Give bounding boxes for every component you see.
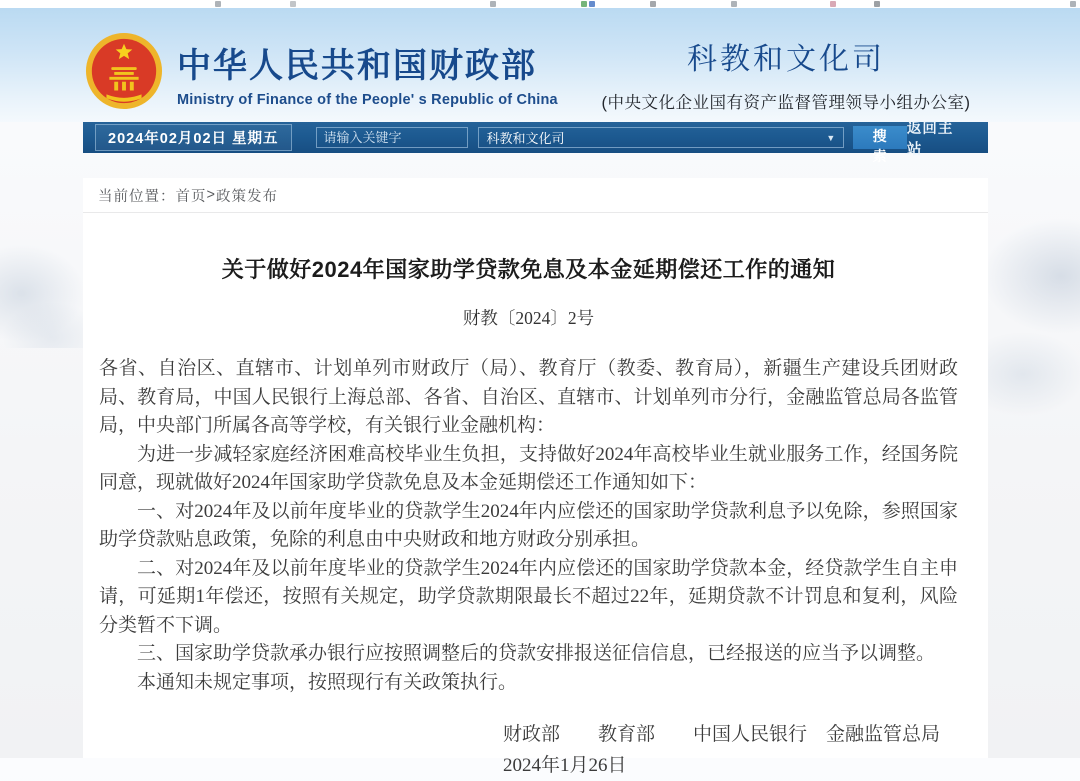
site-section-select-value: 科教和文化司 — [486, 131, 565, 146]
site-section-select[interactable] — [478, 127, 845, 148]
ministry-subtitle: Ministry of Finance of the People' s Republic of China — [177, 92, 558, 108]
browser-tab-strip — [0, 0, 1080, 8]
paragraph-item-2: 二、对2024年及以前年度毕业的贷款学生2024年内应偿还的国家助学贷款本金，经贷款学生自主申请，可延期1年偿还，按照有关规定，助学贷款期限最长不超过22年，延期贷款不计罚息和复利，风险分类暂不下调。 — [99, 557, 958, 636]
back-to-main-site-link[interactable]: 返回主站 — [906, 120, 954, 158]
browser-artifact-icon — [874, 1, 880, 7]
content-panel — [83, 178, 988, 776]
page-title: 关于做好2024年国家助学贷款免息及本金延期偿还工作的通知 — [221, 257, 836, 282]
paragraph-intro: 为进一步减轻家庭经济困难高校毕业生负担，支持做好2024年高校毕业生就业服务工作，经国务院同意，现就做好2024年国家助学贷款免息及本金延期偿还工作通知如下： — [99, 443, 958, 493]
ministry-title-block — [177, 38, 558, 108]
paragraph-item-3: 三、国家助学贷款承办银行应按照调整后的贷款安排报送征信信息，已经报送的应当予以调整。 — [137, 643, 936, 664]
browser-artifact-icon — [1070, 1, 1076, 7]
browser-artifact-icon — [830, 1, 836, 7]
document-body — [99, 355, 958, 697]
signature-agencies: 财政部 教育部 中国人民银行 金融监管总局 — [503, 724, 941, 745]
browser-artifact-icon — [589, 1, 595, 7]
signature-date: 2024年1月26日 — [503, 755, 627, 776]
breadcrumb-section-link[interactable]: 政策发布 — [215, 188, 278, 205]
national-emblem-icon — [85, 32, 163, 110]
browser-artifact-icon — [490, 1, 496, 7]
mountain-watermark-left — [0, 128, 86, 348]
breadcrumb-home-link[interactable]: 首页 — [175, 188, 207, 205]
browser-artifact-icon — [650, 1, 656, 7]
paragraph-closing: 本通知未规定事项，按照现行有关政策执行。 — [137, 671, 518, 693]
search-input[interactable] — [316, 127, 468, 148]
breadcrumb-label: 当前位置： — [98, 188, 176, 205]
department-subtitle: (中央文化企业国有资产监督管理领导小组办公室) — [601, 94, 971, 112]
breadcrumb-separator: > — [206, 187, 216, 203]
signature-block — [503, 719, 958, 781]
department-title: 科教和文化司 — [687, 43, 885, 76]
chevron-down-icon: ▼ — [826, 132, 836, 143]
paragraph-addressees: 各省、自治区、直辖市、计划单列市财政厅（局）、教育厅（教委、教育局），新疆生产建设兵团财政局、教育局，中国人民银行上海总部、各省、自治区、直辖市、计划单列市分行，金融监管总局各监管局，中央部门所属各高等学校，有关银行业金融机构： — [99, 358, 958, 436]
browser-artifact-icon — [581, 1, 587, 7]
search-button[interactable]: 搜索 — [853, 126, 907, 149]
browser-artifact-icon — [731, 1, 737, 7]
ministry-title: 中华人民共和国财政部 — [177, 47, 537, 85]
document-number: 财教〔2024〕2号 — [462, 308, 595, 328]
search-navbar — [83, 120, 988, 164]
breadcrumb — [83, 178, 988, 213]
paragraph-item-1: 一、对2024年及以前年度毕业的贷款学生2024年内应偿还的国家助学贷款利息予以免除，参照国家助学贷款贴息政策，免除的利息由中央财政和地方财政分别承担。 — [99, 500, 958, 550]
site-header-banner — [0, 8, 1080, 122]
notice-article — [83, 253, 988, 781]
mountain-watermark-right — [985, 150, 1080, 430]
current-date-label: 2024年02月02日 星期五 — [95, 124, 292, 151]
browser-artifact-icon — [215, 1, 221, 7]
department-title-block — [585, 34, 987, 113]
browser-artifact-icon — [290, 1, 296, 7]
